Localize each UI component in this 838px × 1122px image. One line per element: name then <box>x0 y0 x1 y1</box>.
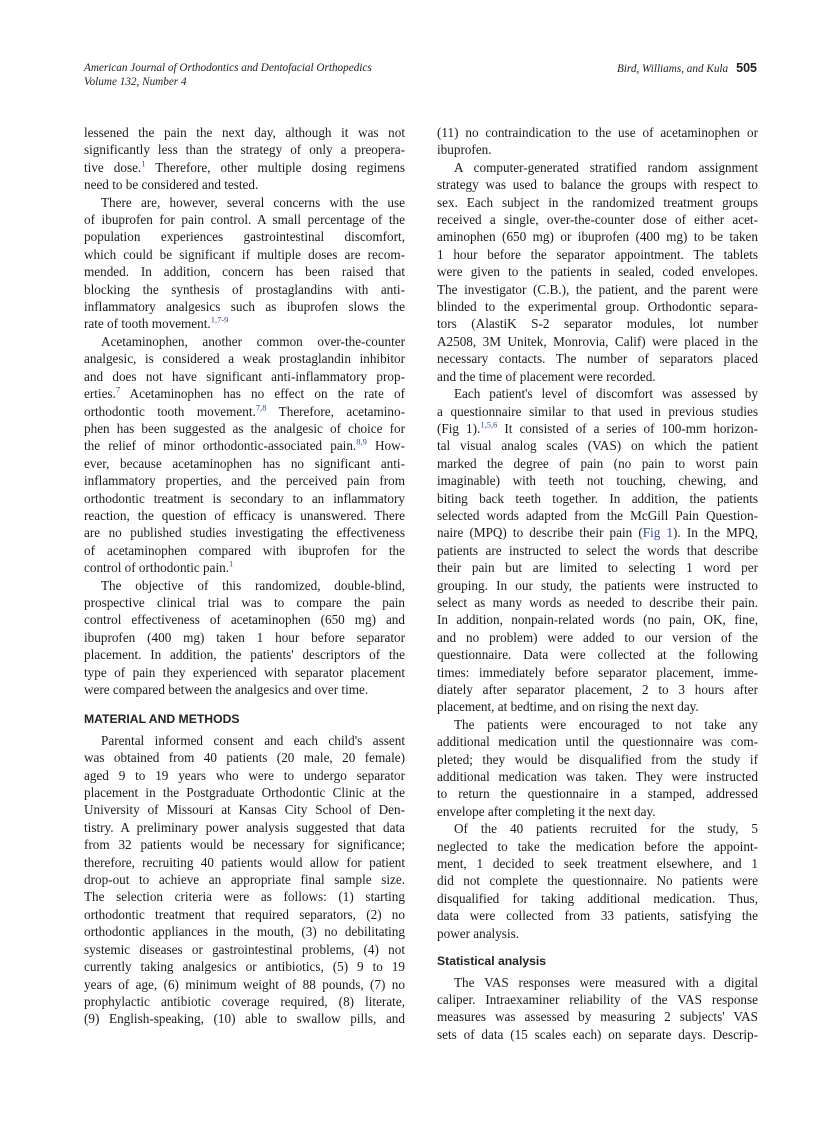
text-line: aminophen (650 mg) or ibuprofen (400 mg) to be taken <box>437 229 758 245</box>
text-line: disqualified for taking additional medication. Thus, <box>437 890 758 906</box>
text-line: imaginable) with teeth not touching, chewing, and <box>437 473 758 489</box>
text-line: diately after separator placement, 2 to 3 hours after <box>437 682 758 697</box>
citation-link[interactable]: 7 <box>115 384 121 395</box>
text-line: placement. In addition, the patients' descriptors of the <box>84 647 405 663</box>
text-line: sets of data (15 scales each) on separate days. Descrip- <box>437 1026 758 1042</box>
text-line: are no published studies investigating the effectiveness <box>84 525 405 541</box>
text-line: and the time of placement were recorded. <box>437 368 656 384</box>
text-line: years of age, (6) minimum weight of 88 pounds, (7) no <box>84 976 405 992</box>
text-line: Parental informed consent and each child's assent <box>101 732 405 748</box>
text-line: tors (AlastiK S-2 separator modules, lot number <box>437 316 758 332</box>
text-line: power analysis. <box>437 925 520 941</box>
text-line: control of orthodontic pain.$^1$ <box>84 558 234 576</box>
text-line: analgesic, is considered a weak prostaglandin inhibitor <box>84 351 405 367</box>
text-line: marked the degree of pain (no pain to worst pain <box>437 455 758 471</box>
text-line: drop-out to achieve an appropriate final sample size. <box>84 872 405 888</box>
text-line: were given to the patients in sealed, coded envelopes. <box>437 264 758 280</box>
text-line: orthodontic treatment that required separators, (2) no <box>84 906 405 922</box>
text-line: measures was assessed by measuring 2 subjects' VAS <box>437 1009 758 1025</box>
text-line: University of Missouri at Kansas City School of Den- <box>84 802 405 818</box>
text-line: patients are instructed to select the words that describe <box>437 542 758 558</box>
citation-link[interactable]: 1,7-9 <box>210 315 229 326</box>
text-line: The selection criteria were as follows: (1) starting <box>84 889 405 905</box>
text-line: There are, however, several concerns with the use <box>101 194 405 210</box>
text-line: blinded to the experimental group. Orthodontic separa- <box>437 299 758 315</box>
text-line: tistry. A preliminary power analysis suggested that data <box>84 819 405 835</box>
text-line: A computer-generated stratified random assignment <box>454 159 758 175</box>
citation-link[interactable]: 1 <box>141 158 146 169</box>
text-line: therefore, recruiting 40 patients would allow for patient <box>84 854 405 870</box>
subsection-heading: Statistical analysis <box>437 954 547 969</box>
text-line: data were collected from 33 patients, satisfying the <box>437 908 758 924</box>
journal-title: American Journal of Orthodontics and Dentofacial Orthopedics <box>84 62 372 74</box>
text-line: pleted; they would be disqualified from the study if <box>437 751 758 767</box>
text-line: were compared between the analgesics and over time. <box>84 682 369 697</box>
citation-link[interactable]: 1,5,6 <box>480 419 498 430</box>
text-line: inflammatory analgesics such as ibuprofen slows the <box>84 299 405 315</box>
text-line: population experiences gastrointestinal discomfort, <box>84 229 405 245</box>
text-line: lessened the pain the next day, although it was not <box>84 125 405 140</box>
text-line: naire (MPQ) to describe their pain (Fig 1). In the MPQ, <box>437 525 758 541</box>
text-line: significantly less than the strategy of only a preopera- <box>84 142 405 158</box>
text-line: the relief of minor orthodontic-associated pain.$^{8,9}$ How- <box>84 436 405 454</box>
text-line: which could be significant if multiple doses are recom- <box>84 246 405 262</box>
running-header-right <box>617 62 757 77</box>
text-line: currently taking analgesics or antibiotics, (5) 9 to 19 <box>84 959 405 975</box>
text-line: The investigator (C.B.), the patient, and the parent were <box>437 281 758 297</box>
text-line: of ibuprofen for pain control. A small percentage of the <box>84 212 405 228</box>
text-line: caliper. Intraexaminer reliability of the VAS response <box>437 991 758 1007</box>
text-line: neglected to take the medication before the appoint- <box>437 838 758 854</box>
text-line: sex. Each subject in the randomized treatment groups <box>437 194 758 210</box>
text-line: orthodontic treatment is secondary to an inflammatory <box>84 490 405 506</box>
text-line: (9) English-speaking, (10) able to swallow pills, and <box>84 1011 405 1027</box>
text-line: grouping. In our study, the patients were instructed to <box>437 577 758 593</box>
text-line: type of pain they experienced with separator placement <box>84 664 405 680</box>
citation-link[interactable]: 7,8 <box>255 402 267 413</box>
text-line: ever, because acetaminophen has no significant anti- <box>84 455 405 471</box>
text-line: envelope after completing it the next day. <box>437 803 656 819</box>
text-line: placement in the Postgraduate Orthodontic Clinic at the <box>84 785 405 801</box>
text-line: questionnaire. Data were collected at the following <box>437 647 758 663</box>
text-line: orthodontic tooth movement.$^{7,8}$ Therefore, acetamino- <box>84 402 405 419</box>
text-line: biting back teeth together. In addition, the patients <box>437 490 758 506</box>
citation-link[interactable]: 8,9 <box>356 436 367 447</box>
text-line: erties.$^7$ Acetaminophen has no effect on the rate of <box>84 384 405 402</box>
text-line: additional medication until the questionnaire was com- <box>437 734 758 750</box>
text-line: to return the questionnaire in a stamped, addressed <box>437 786 758 802</box>
text-line: rate of tooth movement.$^{1,7-9}$ <box>84 315 229 332</box>
text-line: their pain but are limited to selecting 1 word per <box>437 560 758 576</box>
text-line: (Fig 1).$^{1,5,6}$ It consisted of a series of 100-mm horizon- <box>437 419 758 436</box>
text-line: times: immediately before separator placement, imme- <box>437 664 758 680</box>
text-line: need to be considered and tested. <box>84 177 259 193</box>
text-line: ibuprofen. <box>437 142 492 158</box>
text-line: of acetaminophen compared with ibuprofen for the <box>84 542 405 558</box>
left-column <box>84 124 405 1028</box>
journal-volume: Volume 132, Number 4 <box>84 75 187 88</box>
text-line: prophylactic antibiotic coverage required, (8) literate, <box>84 993 405 1009</box>
text-line: phen has been suggested as the analgesic of choice for <box>84 420 405 436</box>
text-line: did not complete the questionnaire. No patients were <box>437 873 758 889</box>
right-column <box>437 124 758 1043</box>
text-line: received a single, over-the-counter dose of either acet- <box>437 212 758 228</box>
article-authors: Bird, Williams, and Kula <box>616 63 729 75</box>
text-line: and no problem) were added to our version of the <box>437 629 758 645</box>
citation-link[interactable]: 1 <box>229 558 234 569</box>
text-line: The objective of this randomized, double-blind, <box>101 577 405 593</box>
text-line: ibuprofen (400 mg) taken 1 hour before separator <box>84 629 405 645</box>
page-number: 505 <box>736 61 757 75</box>
text-line: orthodontic appliances in the mouth, (3) no debilitating <box>84 924 405 940</box>
text-line: prospective clinical trial was to compare the pain <box>84 594 405 610</box>
text-line: Each patient's level of discomfort was assessed by <box>454 386 758 402</box>
text-line: from 32 patients would be necessary for significance; <box>84 837 405 853</box>
text-line: The VAS responses were measured with a digital <box>454 974 758 990</box>
text-line: selected words adapted from the McGill Pain Question- <box>437 507 758 523</box>
text-line: a questionnaire similar to that used in previous studies <box>437 403 758 419</box>
text-line: mended. In addition, concern has been raised that <box>84 264 405 280</box>
text-line: and does not have significant anti-inflammatory prop- <box>84 368 405 384</box>
text-line: tive dose.$^1$ Therefore, other multiple dosing regimens <box>84 158 405 175</box>
text-line: 1 hour before the separator appointment. The tablets <box>437 246 758 262</box>
text-line: aged 9 to 19 years who were to undergo separator <box>84 767 405 783</box>
text-line: additional medication was taken. They were instructed <box>437 769 758 785</box>
text-line: Acetaminophen, another common over-the-counter <box>101 333 405 349</box>
text-line: strategy was used to balance the groups with respect to <box>437 177 758 193</box>
section-heading: MATERIAL AND METHODS <box>84 712 240 727</box>
text-line: blocking the synthesis of prostaglandins with anti- <box>84 281 405 297</box>
text-line: tal visual analog scales (VAS) on which the patient <box>437 438 758 454</box>
text-line: systemic diseases or gastrointestinal problems, (4) not <box>84 941 405 957</box>
text-line: The patients were encouraged to not take any <box>454 716 758 732</box>
text-line: was obtained from 40 patients (20 male, 20 female) <box>84 750 405 766</box>
text-line: A2508, 3M Unitek, Monrovia, Calif) were placed in the <box>437 333 758 349</box>
text-line: placement, at bedtime, and on rising the next day. <box>437 699 699 715</box>
text-line: control effectiveness of acetaminophen (650 mg) and <box>84 612 405 628</box>
text-line: ment, 1 decided to seek treatment elsewhere, and 1 <box>437 856 758 872</box>
running-header-left <box>84 62 372 89</box>
text-line: necessary contacts. The number of separators placed <box>437 351 758 367</box>
text-line: Of the 40 patients recruited for the study, 5 <box>454 821 758 837</box>
text-line: reaction, the question of efficacy is unanswered. There <box>84 507 405 523</box>
text-line: In addition, nonpain-related words (no pain, OK, fine, <box>437 612 758 628</box>
text-line: (11) no contraindication to the use of acetaminophen or <box>437 125 758 140</box>
figure-link[interactable]: Fig 1 <box>642 525 674 541</box>
text-line: inflammatory properties, and the perceived pain from <box>84 473 405 489</box>
text-line: select as many words as needed to describe their pain. <box>437 594 758 610</box>
